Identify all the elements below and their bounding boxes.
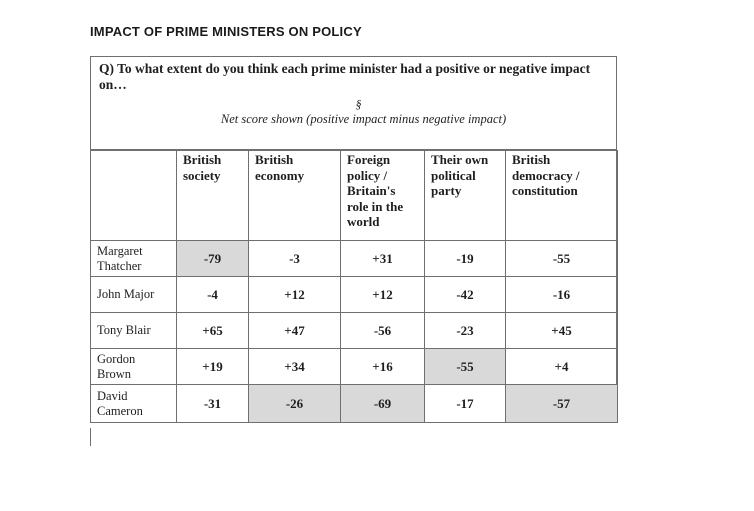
column-header: British society (177, 151, 249, 241)
prime-minister-name: Gordon Brown (91, 349, 177, 385)
header-row (91, 151, 618, 241)
net-score-cell: +4 (506, 349, 618, 385)
net-score-cell: -79 (177, 241, 249, 277)
net-score-cell: -23 (425, 313, 506, 349)
header-corner (91, 151, 177, 241)
prime-minister-name: Margaret Thatcher (91, 241, 177, 277)
net-score-cell: -16 (506, 277, 618, 313)
table-row (91, 241, 618, 277)
prime-minister-name: David Cameron (91, 385, 177, 423)
frame-tail-line (90, 428, 91, 446)
survey-table-frame (90, 56, 617, 423)
net-score-cell: +47 (249, 313, 341, 349)
column-header: British economy (249, 151, 341, 241)
net-score-cell: -57 (506, 385, 618, 423)
net-score-cell: -17 (425, 385, 506, 423)
net-score-cell: +31 (341, 241, 425, 277)
column-header: British democracy / constitution (506, 151, 618, 241)
score-note: Net score shown (positive impact minus negative impact) (220, 112, 507, 126)
column-header: Foreign policy / Britain's role in the world (341, 151, 425, 241)
net-score-cell: +16 (341, 349, 425, 385)
net-score-cell: -19 (425, 241, 506, 277)
page-heading: IMPACT OF PRIME MINISTERS ON POLICY (90, 24, 362, 39)
net-score-cell: +65 (177, 313, 249, 349)
net-score-cell: -55 (506, 241, 618, 277)
section-mark: § (355, 97, 362, 111)
net-score-cell: -42 (425, 277, 506, 313)
table-row (91, 385, 618, 423)
net-score-cell: -3 (249, 241, 341, 277)
net-score-table (90, 150, 618, 423)
question-box (91, 57, 616, 150)
net-score-cell: -55 (425, 349, 506, 385)
net-score-cell: +34 (249, 349, 341, 385)
net-score-cell: +45 (506, 313, 618, 349)
net-score-cell: +19 (177, 349, 249, 385)
column-header: Their own political party (425, 151, 506, 241)
net-score-cell: -56 (341, 313, 425, 349)
table-body (91, 241, 618, 423)
table-row (91, 313, 618, 349)
net-score-cell: -26 (249, 385, 341, 423)
question-text: Q) To what extent do you think each prime minister had a positive or negative impact on… (99, 61, 591, 92)
net-score-cell: -69 (341, 385, 425, 423)
net-score-cell: +12 (341, 277, 425, 313)
table-row (91, 349, 618, 385)
net-score-cell: -31 (177, 385, 249, 423)
net-score-cell: +12 (249, 277, 341, 313)
prime-minister-name: John Major (91, 277, 177, 313)
prime-minister-name: Tony Blair (91, 313, 177, 349)
net-score-cell: -4 (177, 277, 249, 313)
table-row (91, 277, 618, 313)
